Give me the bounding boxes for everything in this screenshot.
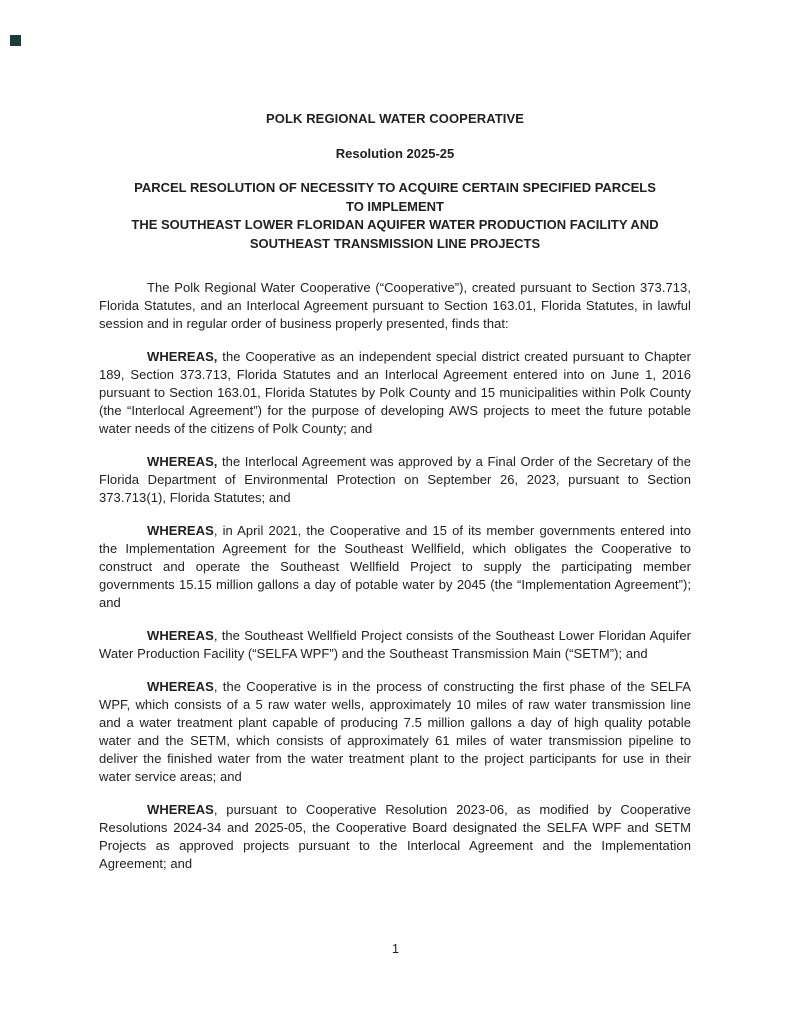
scan-artifact-mark	[10, 35, 21, 46]
paragraph-lead: WHEREAS	[147, 679, 214, 694]
paragraph-text: , the Southeast Wellfield Project consists of the Southeast Lower Floridan Aquifer Water Production Facility (“SELFA WPF”) and the Southeast Transmission Main (“SETM”); and	[99, 628, 691, 661]
paragraph-text: , in April 2021, the Cooperative and 15 of its member governments entered into the Implementation Agreement for the Southeast Wellfield, which obligates the Cooperative to construct and operate the Southeast Wellfield Project to supply the participating member governments 15.15 million gallons a day of potable water by 2045 (the “Implementation Agreement”); and	[99, 523, 691, 610]
paragraph-lead: WHEREAS,	[147, 454, 218, 469]
paragraph-text: The Polk Regional Water Cooperative (“Cooperative”), created pursuant to Section 373.713, Florida Statutes, and an Interlocal Agreement pursuant to Section 163.01, Florida Statutes, in lawful session and in regular order of business properly presented, finds that:	[99, 280, 691, 331]
paragraph-lead: WHEREAS	[147, 523, 214, 538]
page-number: 1	[392, 942, 399, 956]
document-content	[99, 110, 691, 873]
paragraph-lead: WHEREAS,	[147, 349, 218, 364]
resolution-number: Resolution 2025-25	[335, 146, 455, 161]
paragraph-whereas-1	[99, 348, 691, 438]
paragraph-whereas-4	[99, 627, 691, 663]
paragraph-whereas-5	[99, 678, 691, 786]
paragraph-text: the Interlocal Agreement was approved by a Final Order of the Secretary of the Florida Department of Environmental Protection on September 26, 2023, pursuant to Section 373.713(1), Florida Statutes; and	[99, 454, 691, 505]
heading-line-1: PARCEL RESOLUTION OF NECESSITY TO ACQUIRE CERTAIN SPECIFIED PARCELS	[134, 180, 656, 195]
resolution-heading	[99, 179, 691, 253]
paragraph-whereas-6	[99, 801, 691, 873]
heading-line-3: THE SOUTHEAST LOWER FLORIDAN AQUIFER WATER PRODUCTION FACILITY AND	[131, 217, 659, 232]
paragraph-lead: WHEREAS	[147, 628, 214, 643]
heading-line-4: SOUTHEAST TRANSMISSION LINE PROJECTS	[249, 235, 541, 251]
paragraph-whereas-2	[99, 453, 691, 507]
paragraph-text: , pursuant to Cooperative Resolution 2023-06, as modified by Cooperative Resolutions 2024-34 and 2025-05, the Cooperative Board designated the SELFA WPF and SETM Projects as approved projects pursuant to the Interlocal Agreement and the Implementation Agreement; and	[99, 802, 691, 871]
paragraph-lead: WHEREAS	[147, 802, 214, 817]
document-title: POLK REGIONAL WATER COOPERATIVE	[265, 111, 525, 126]
paragraph-text: , the Cooperative is in the process of constructing the first phase of the SELFA WPF, which consists of a 5 raw water wells, approximately 10 miles of raw water transmission line and a water treatment plant capable of producing 7.5 million gallons a day of high quality potable water and the SETM, which consists of approximately 61 miles of water transmission pipeline to deliver the finished water from the water treatment plant to the project participants for use in their water service areas; and	[99, 679, 691, 784]
paragraph-text: the Cooperative as an independent special district created pursuant to Chapter 189, Section 373.713, Florida Statutes and an Interlocal Agreement entered into on June 1, 2016 pursuant to Section 163.01, Florida Statutes by Polk County and 15 municipalities within Polk County (the “Interlocal Agreement”) for the purpose of developing AWS projects to meet the future potable water needs of the citizens of Polk County; and	[99, 349, 691, 436]
paragraph-preamble	[99, 279, 691, 333]
heading-line-2: TO IMPLEMENT	[346, 198, 444, 214]
paragraph-whereas-3	[99, 522, 691, 612]
